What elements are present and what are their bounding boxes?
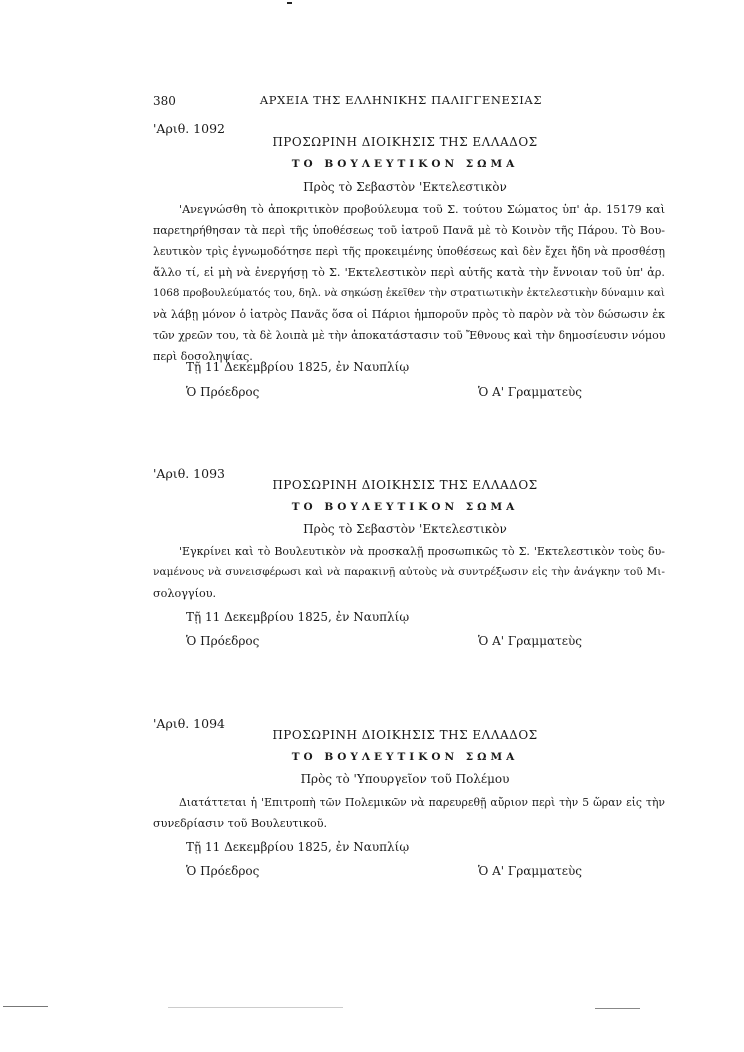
document-heading: ΠΡΟΣΩΡΙΝΗ ΔΙΟΙΚΗΣΙΣ ΤΗΣ ΕΛΛΑΔΟΣ xyxy=(272,135,538,149)
document-addressee: Πρὸς τὸ Σεβαστὸν 'Εκτελεστικὸν xyxy=(303,522,507,536)
scan-edge-line xyxy=(168,1007,343,1008)
document-heading: ΠΡΟΣΩΡΙΝΗ ΔΙΟΙΚΗΣΙΣ ΤΗΣ ΕΛΛΑΔΟΣ xyxy=(272,728,538,742)
body-line: σολογγίου. xyxy=(153,587,217,600)
document-subheading: ΤΟ ΒΟΥΛΕΥΤΙΚΟΝ ΣΩΜΑ xyxy=(291,751,519,763)
signature-secretary: Ὁ Α' Γραμματεὺς xyxy=(478,634,582,648)
scan-speck xyxy=(287,2,292,4)
body-line: λευτικὸν τρὶς ἐγνωμοδότησε περὶ τῆς προκειμένης ὑποθέσεως καὶ δὲν ἔχει ἤδη νὰ προσθέσῃ xyxy=(153,245,665,258)
body-line: τῶν χρεῶν του, τὰ δὲ λοιπὰ μὲ τὴν ἀποκατάστασιν τοῦ Ἔθνους καὶ τὴν δημοσίευσιν νόμου xyxy=(153,329,666,342)
body-line: 'Εγκρίνει καὶ τὸ Βουλευτικὸν νὰ προσκαλῇ προσωπικῶς τὸ Σ. 'Εκτελεστικὸν τοὺς δυ- xyxy=(179,545,665,558)
scan-edge-line xyxy=(595,1008,640,1009)
document-date: Τῇ 11 Δεκεμβρίου 1825, ἐν Ναυπλίῳ xyxy=(186,610,410,624)
body-line: ἄλλο τί, εἰ μὴ νὰ ἐνεργήσῃ τὸ Σ. 'Εκτελεστικὸν περὶ αὐτῆς κατὰ τὴν ἔννοιαν τοῦ ὑπ' ἀρ. xyxy=(153,266,665,279)
body-line: νὰ λάβῃ μόνον ὁ ἰατρὸς Πανᾶς ὅσα οἱ Πάριοι ἠμποροῦν πρὸς τὸ παρὸν νὰ τὸν δώσωσιν ἐκ xyxy=(153,308,665,321)
scan-edge-line xyxy=(3,1006,48,1007)
document-date: Τῇ 11 Δεκεμβρίου 1825, ἐν Ναυπλίῳ xyxy=(186,840,410,854)
document-number: 'Αριθ. 1092 xyxy=(153,121,225,136)
document-addressee: Πρὸς τὸ Σεβαστὸν 'Εκτελεστικὸν xyxy=(303,180,507,194)
body-line: περὶ δοσοληψίας. xyxy=(153,350,253,363)
signature-president: Ὁ Πρόεδρος xyxy=(186,864,260,878)
signature-secretary: Ὁ Α' Γραμματεὺς xyxy=(478,864,582,878)
document-body xyxy=(153,541,665,604)
document-number: 'Αριθ. 1093 xyxy=(153,466,225,481)
document-body xyxy=(153,199,665,367)
document-heading: ΠΡΟΣΩΡΙΝΗ ΔΙΟΙΚΗΣΙΣ ΤΗΣ ΕΛΛΑΔΟΣ xyxy=(272,478,538,492)
body-line: παρετηρήθησαν τὰ περὶ τῆς ὑποθέσεως τοῦ ἰατροῦ Πανᾶ μὲ τὸ Κοινὸν τῆς Πάρου. Τὸ Βου- xyxy=(153,224,665,237)
document-number: 'Αριθ. 1094 xyxy=(153,716,225,731)
signature-secretary: Ὁ Α' Γραμματεὺς xyxy=(478,385,582,399)
body-line: ναμένους νὰ συνεισφέρωσι καὶ νὰ παρακινῇ αὐτοὺς νὰ συντρέξωσιν εἰς τὴν ἀνάγκην τοῦ Μι- xyxy=(153,566,665,578)
document-subheading: ΤΟ ΒΟΥΛΕΥΤΙΚΟΝ ΣΩΜΑ xyxy=(291,158,519,170)
body-line: συνεδρίασιν τοῦ Βουλευτικοῦ. xyxy=(153,817,328,830)
document-date: Τῇ 11 Δεκεμβρίου 1825, ἐν Ναυπλίῳ xyxy=(186,360,410,374)
body-line: 'Ανεγνώσθη τὸ ἀποκριτικὸν προβούλευμα τοῦ Σ. τούτου Σώματος ὑπ' ἀρ. 15179 καὶ xyxy=(179,203,665,216)
document-addressee: Πρὸς τὸ 'Υπουργεῖον τοῦ Πολέμου xyxy=(300,772,510,786)
body-line: 1068 προβουλεύματός του, δηλ. νὰ σηκώσῃ ἐκεῖθεν τὴν στρατιωτικὴν ἐκτελεστικὴν δύναμιν καὶ xyxy=(153,287,666,299)
body-line: Διατάττεται ἡ 'Επιτροπὴ τῶν Πολεμικῶν νὰ παρευρεθῇ αὔριον περὶ τὴν 5 ὥραν εἰς τὴν xyxy=(179,796,665,809)
signature-president: Ὁ Πρόεδρος xyxy=(186,634,260,648)
running-title: ΑΡΧΕΙΑ ΤΗΣ ΕΛΛΗΝΙΚΗΣ ΠΑΛΙΓΓΕΝΕΣΙΑΣ xyxy=(259,93,543,107)
page-number: 380 xyxy=(153,94,176,108)
signature-president: Ὁ Πρόεδρος xyxy=(186,385,260,399)
document-subheading: ΤΟ ΒΟΥΛΕΥΤΙΚΟΝ ΣΩΜΑ xyxy=(291,501,519,513)
document-body xyxy=(153,792,665,834)
